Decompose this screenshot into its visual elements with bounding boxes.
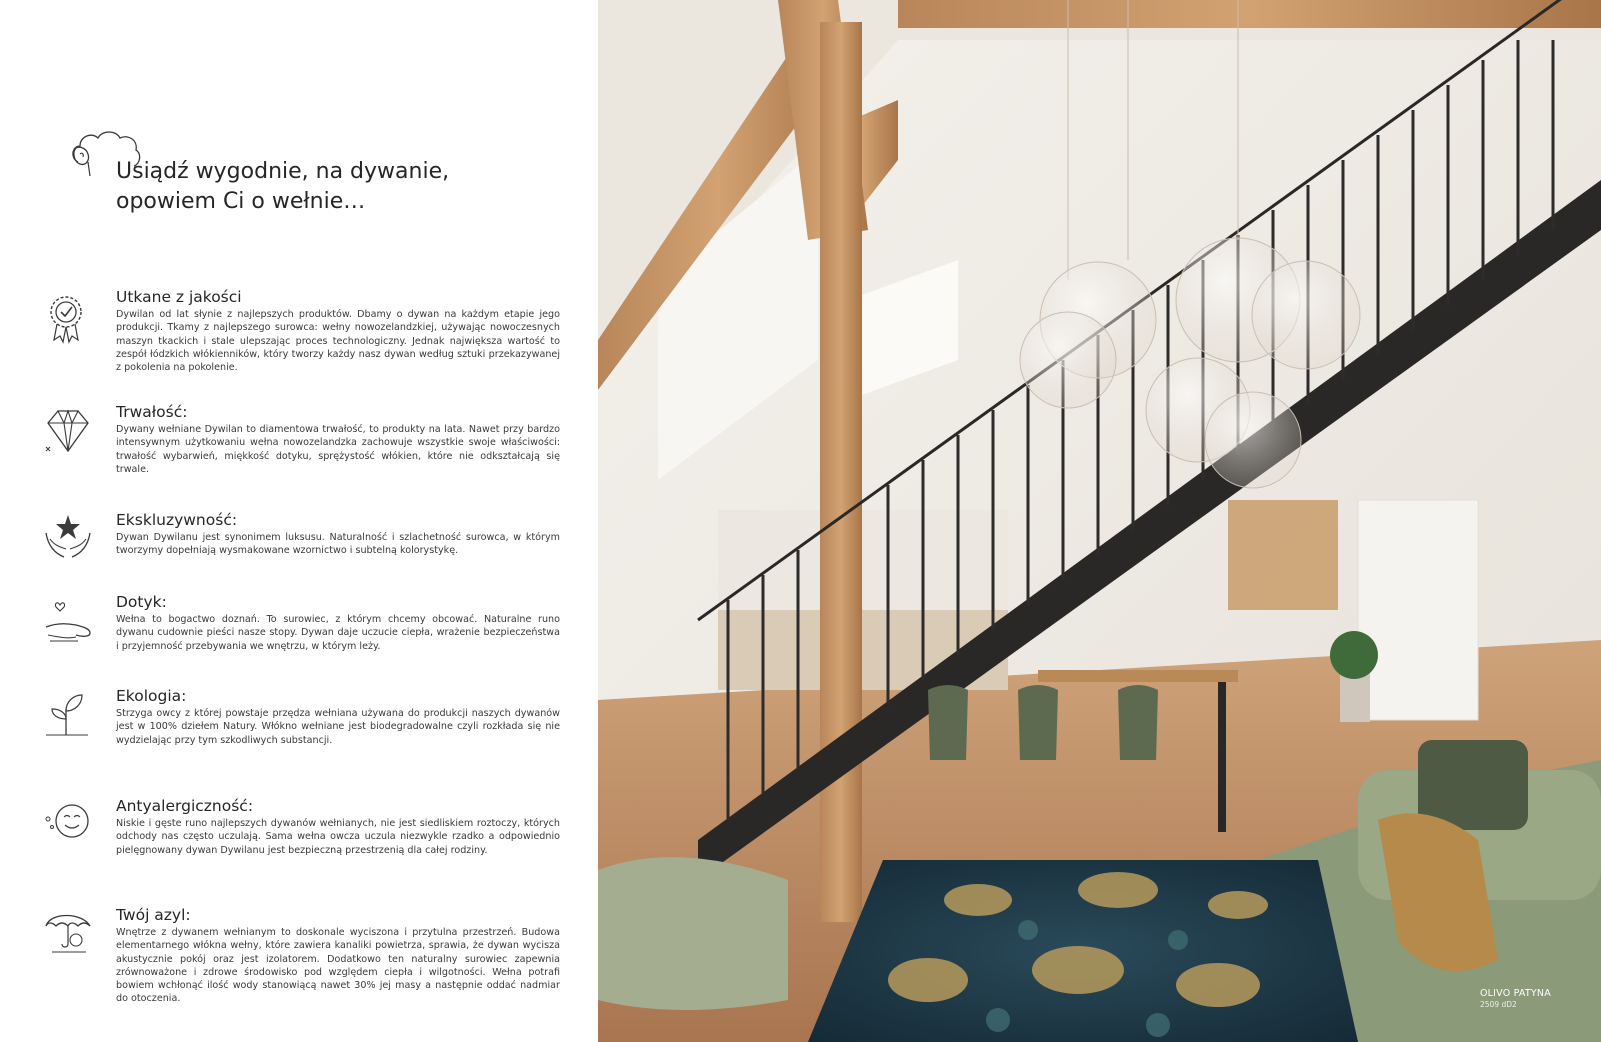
umbrella-shelter-icon [42,904,94,956]
feature-title: Antyalergiczność: [116,797,254,815]
text-panel [0,0,598,1042]
feature-title: Trwałość: [116,403,188,421]
product-code: 2509 dD2 [1480,1000,1517,1009]
star-hands-icon [42,511,94,563]
feature-title: Utkane z jakości [116,288,242,306]
touch-hand-icon [42,597,94,649]
feature-text: Niskie i gęste runo najlepszych dywanów wełnianych, nie jest siedliskiem roztoczy, których odchody nas często uczulają. Sama wełna owcza uczula niezwykle rzadko a odpowiednio pielęgnowany dywan Dywilanu jest bezpieczną przestrzenią dla całej rodziny. [116,818,560,856]
feature-title: Ekskluzywność: [116,511,238,529]
quality-badge-icon [42,292,94,344]
sprout-icon [42,689,94,741]
smiling-face-icon [42,795,94,847]
feature-text: Strzyga owcy z której powstaje przędza wełniana używana do produkcji naszych dywanów jest w 100% dziełem Natury. Włókno wełniane jest biodegradowalne czyli rozkłada się nie wydzielając przy tym szkodliwych substancji. [116,708,560,746]
feature-title: Twój azyl: [116,906,191,924]
feature-title: Dotyk: [116,593,167,611]
product-name: OLIVO PATYNA [1480,988,1551,999]
feature-text: Wnętrze z dywanem wełnianym to doskonale wyciszona i przytulna przestrzeń. Budowa elementarnego włókna wełny, które zawiera kanaliki powietrza, sprawia, że dywan wycisza akustycznie pokój oraz jest izolatorem. Dodatkowo ten naturalny surowiec zapewnia zrównoważone i zdrowe środowisko pod względem ciepła i wilgotności. Wełna potrafi bowiem wchłonąć ilość wody stanowiącą nawet 30% jej masy a następnie oddać nadmiar do otoczenia. [116,927,560,1005]
diamond-icon [42,405,94,457]
feature-text: Dywany wełniane Dywilan to diamentowa trwałość, to produkty na lata. Nawet przy bardzo intensywnym użytkowaniu wełna nowozelandzka zachowuje wszystkie swoje właściwości: trwałość wybarwień, miękkość dotyku, sprężystość włókien, które nie odkształcają się trwale. [116,424,560,475]
title-line-2: opowiem Ci o wełnie… [116,189,366,214]
title-line-1: Usiądź wygodnie, na dywanie, [116,159,450,184]
feature-text: Dywan Dywilanu jest synonimem luksusu. Naturalność i szlachetność surowca, w którym tworzymy dopełniają wysmakowane wzornictwo i subtelną kolorystykę. [116,532,560,557]
feature-text: Dywilan od lat słynie z najlepszych produktów. Dbamy o dywan na każdym etapie jego produkcji. Tkamy z najlepszego surowca: wełny nowozelandzkiej, używając nowoczesnych maszyn tkackich i stale ulepszając proces technologiczny. Jednak największa wartość to zespół łódzkich włókienników, który tworzy każdy nasz dywan według sztuki przekazywanej z pokolenia na pokolenie. [116,309,560,374]
interior-photo [598,0,1601,1042]
page-title [116,157,556,217]
feature-title: Ekologia: [116,687,187,705]
product-caption [1480,988,1551,1010]
feature-text: Wełna to bogactwo doznań. To surowiec, z którym chcemy obcować. Naturalne runo dywanu cudownie pieści nasze stopy. Dywan daje uczucie ciepła, wrażenie bezpieczeństwa i przyjemność przebywania we wnętrzu, w którym leży. [116,614,560,652]
